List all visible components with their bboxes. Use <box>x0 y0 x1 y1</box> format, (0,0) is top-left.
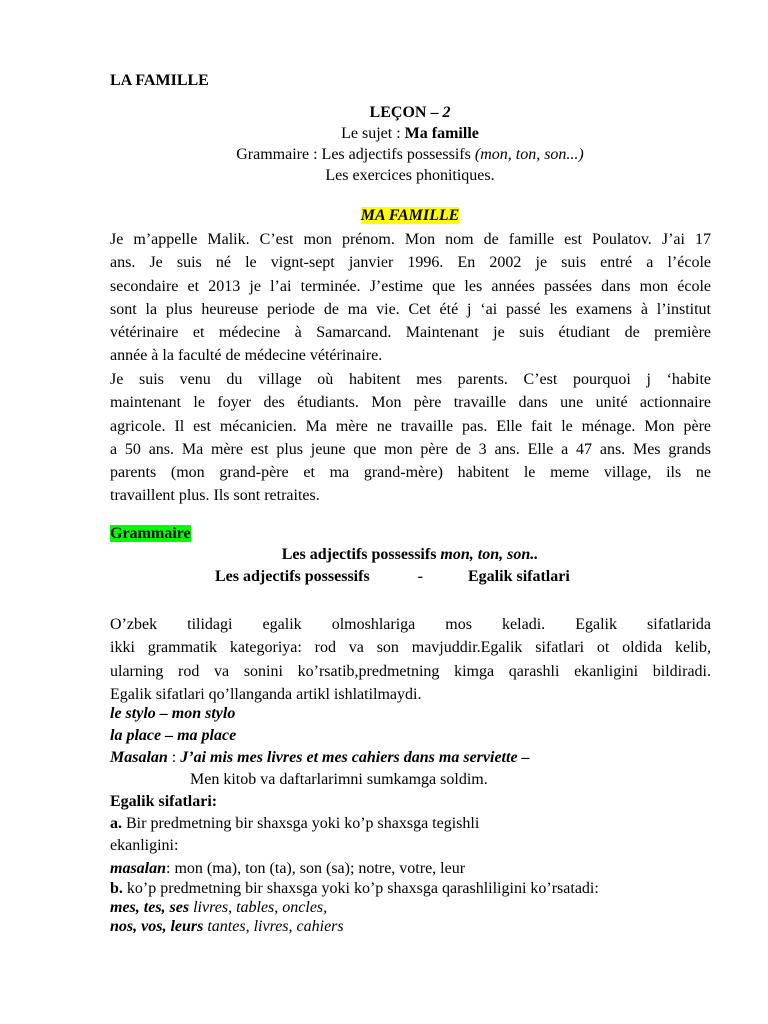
separator: : <box>167 749 181 766</box>
point-b-text: ko’p predmetning bir shaxsga yoki ko’p shaxsga qarashliligini ko’rsatadi: <box>122 880 599 897</box>
masalan-sentence: J’ai mis mes livres et mes cahiers dans ma serviette – <box>180 749 530 766</box>
example-2: la place – ma place <box>110 727 237 744</box>
point-a-label: a. <box>110 815 122 832</box>
point-b-label: b. <box>110 880 123 897</box>
subject-value: Ma famille <box>404 125 479 142</box>
translation: Men kitob va daftarlarimni sumkamga soldim. <box>190 771 488 788</box>
text-line: ularning rod va sonini ko’rsatib,predmetning kimga qarashli ekanligini bildiradi. <box>110 662 711 680</box>
masalan-2-label: masalan <box>110 860 167 877</box>
mes-text: livres, tables, oncles, <box>189 899 328 916</box>
subject-line <box>110 123 710 144</box>
text-line: agricole. Il est mécanicien. Ma mère ne travaille pas. Elle fait le ménage. Mon père <box>110 417 711 435</box>
nos-label: nos, vos, leurs <box>110 918 204 935</box>
subject-label: Le sujet : <box>341 125 405 142</box>
text-line: Je m’appelle Malik. C’est mon prénom. Mon nom de famille est Poulatov. J’ai 17 <box>110 231 711 248</box>
mes-line <box>110 898 730 917</box>
text-line: sont la plus heureuse periode de ma vie. Cet été j ‘ai passé les examens à l’institut <box>110 300 711 318</box>
lesson-header <box>110 102 710 186</box>
heading-dash: - <box>417 568 423 585</box>
egalik-heading: Egalik sifatlari: <box>110 793 218 810</box>
text-line: parents (mon grand-père et ma grand-mère) habitent le meme village, ils ne <box>110 464 711 482</box>
section-title <box>110 205 710 227</box>
grammar-label-text: Grammaire <box>110 525 191 542</box>
masalan-2-text: : mon (ma), ton (ta), son (sa); notre, votre, leur <box>166 860 466 877</box>
uzbek-explanation <box>110 613 711 706</box>
point-b <box>110 879 730 898</box>
text-line: maintenant le foyer des étudiants. Mon père travaille dans une unité actionnaire <box>110 394 711 412</box>
heading-examples: mon, ton, son.. <box>440 546 539 563</box>
heading-uz: Egalik sifatlari <box>468 568 570 585</box>
nos-line <box>110 917 730 936</box>
heading-fr: Les adjectifs possessifs <box>215 568 370 585</box>
paragraph-2 <box>110 368 711 508</box>
examples-block <box>110 703 730 936</box>
text-line: a 50 ans. Ma mère est plus jeune que mon père de 3 ans. Elle a 47 ans. Mes grands <box>110 440 711 458</box>
grammar-headings <box>110 544 710 588</box>
text-line: secondaire et 2013 je l’ai terminée. J’estime que les années passées dans mon école <box>110 277 711 295</box>
grammar-line <box>110 144 710 165</box>
text-line: travaillent plus. Ils sont retraites. <box>110 487 320 505</box>
point-a <box>110 813 730 835</box>
point-a-text: Bir predmetning bir shaxsga yoki ko’p shaxsga tegishli <box>122 815 480 832</box>
lesson-number-line <box>110 102 710 123</box>
text-line: année à la faculté de médecine vétérinaire. <box>110 347 383 365</box>
masalan-line <box>110 747 730 769</box>
text-line: ikki grammatik kategoriya: rod va son mavjuddir.Egalik sifatlari ot oldida kelib, <box>110 639 711 657</box>
grammar-heading-2 <box>110 566 710 588</box>
grammar-label <box>110 523 191 545</box>
document-title: LA FAMILLE <box>110 72 209 89</box>
lesson-number: 2 <box>442 104 451 121</box>
point-a-text-cont: ekanligini: <box>110 837 179 854</box>
text-line: O’zbek tilidagi egalik olmoshlariga mos keladi. Egalik sifatlarida <box>110 616 711 633</box>
text-line: Je suis venu du village où habitent mes parents. C’est pourquoi j ‘habite <box>110 371 711 388</box>
nos-text: tantes, livres, cahiers <box>203 918 344 935</box>
grammar-heading-1 <box>110 544 710 566</box>
lesson-label: LEÇON – <box>369 104 443 121</box>
grammar-examples: (mon, ton, son...) <box>474 146 584 163</box>
text-line: Egalik sifatlari qo’llanganda artikl ishlatilmaydi. <box>110 685 422 703</box>
text-line: vétérinaire et médecine à Samarcand. Maintenant je suis étudiant de première <box>110 324 711 342</box>
masalan-label: Masalan <box>110 749 168 766</box>
text-line: ans. Je suis né le vignt-sept janvier 1996. En 2002 je suis entré a l’école <box>110 254 711 272</box>
exercises-line: Les exercices phonitiques. <box>325 167 495 184</box>
paragraph-1 <box>110 228 711 368</box>
heading-text: Les adjectifs possessifs <box>281 546 441 563</box>
example-1: le stylo – mon stylo <box>110 705 236 722</box>
masalan-2-line <box>110 859 730 879</box>
grammar-text: Grammaire : Les adjectifs possessifs <box>236 146 475 163</box>
section-title-text: MA FAMILLE <box>360 207 460 224</box>
mes-label: mes, tes, ses <box>110 899 190 916</box>
